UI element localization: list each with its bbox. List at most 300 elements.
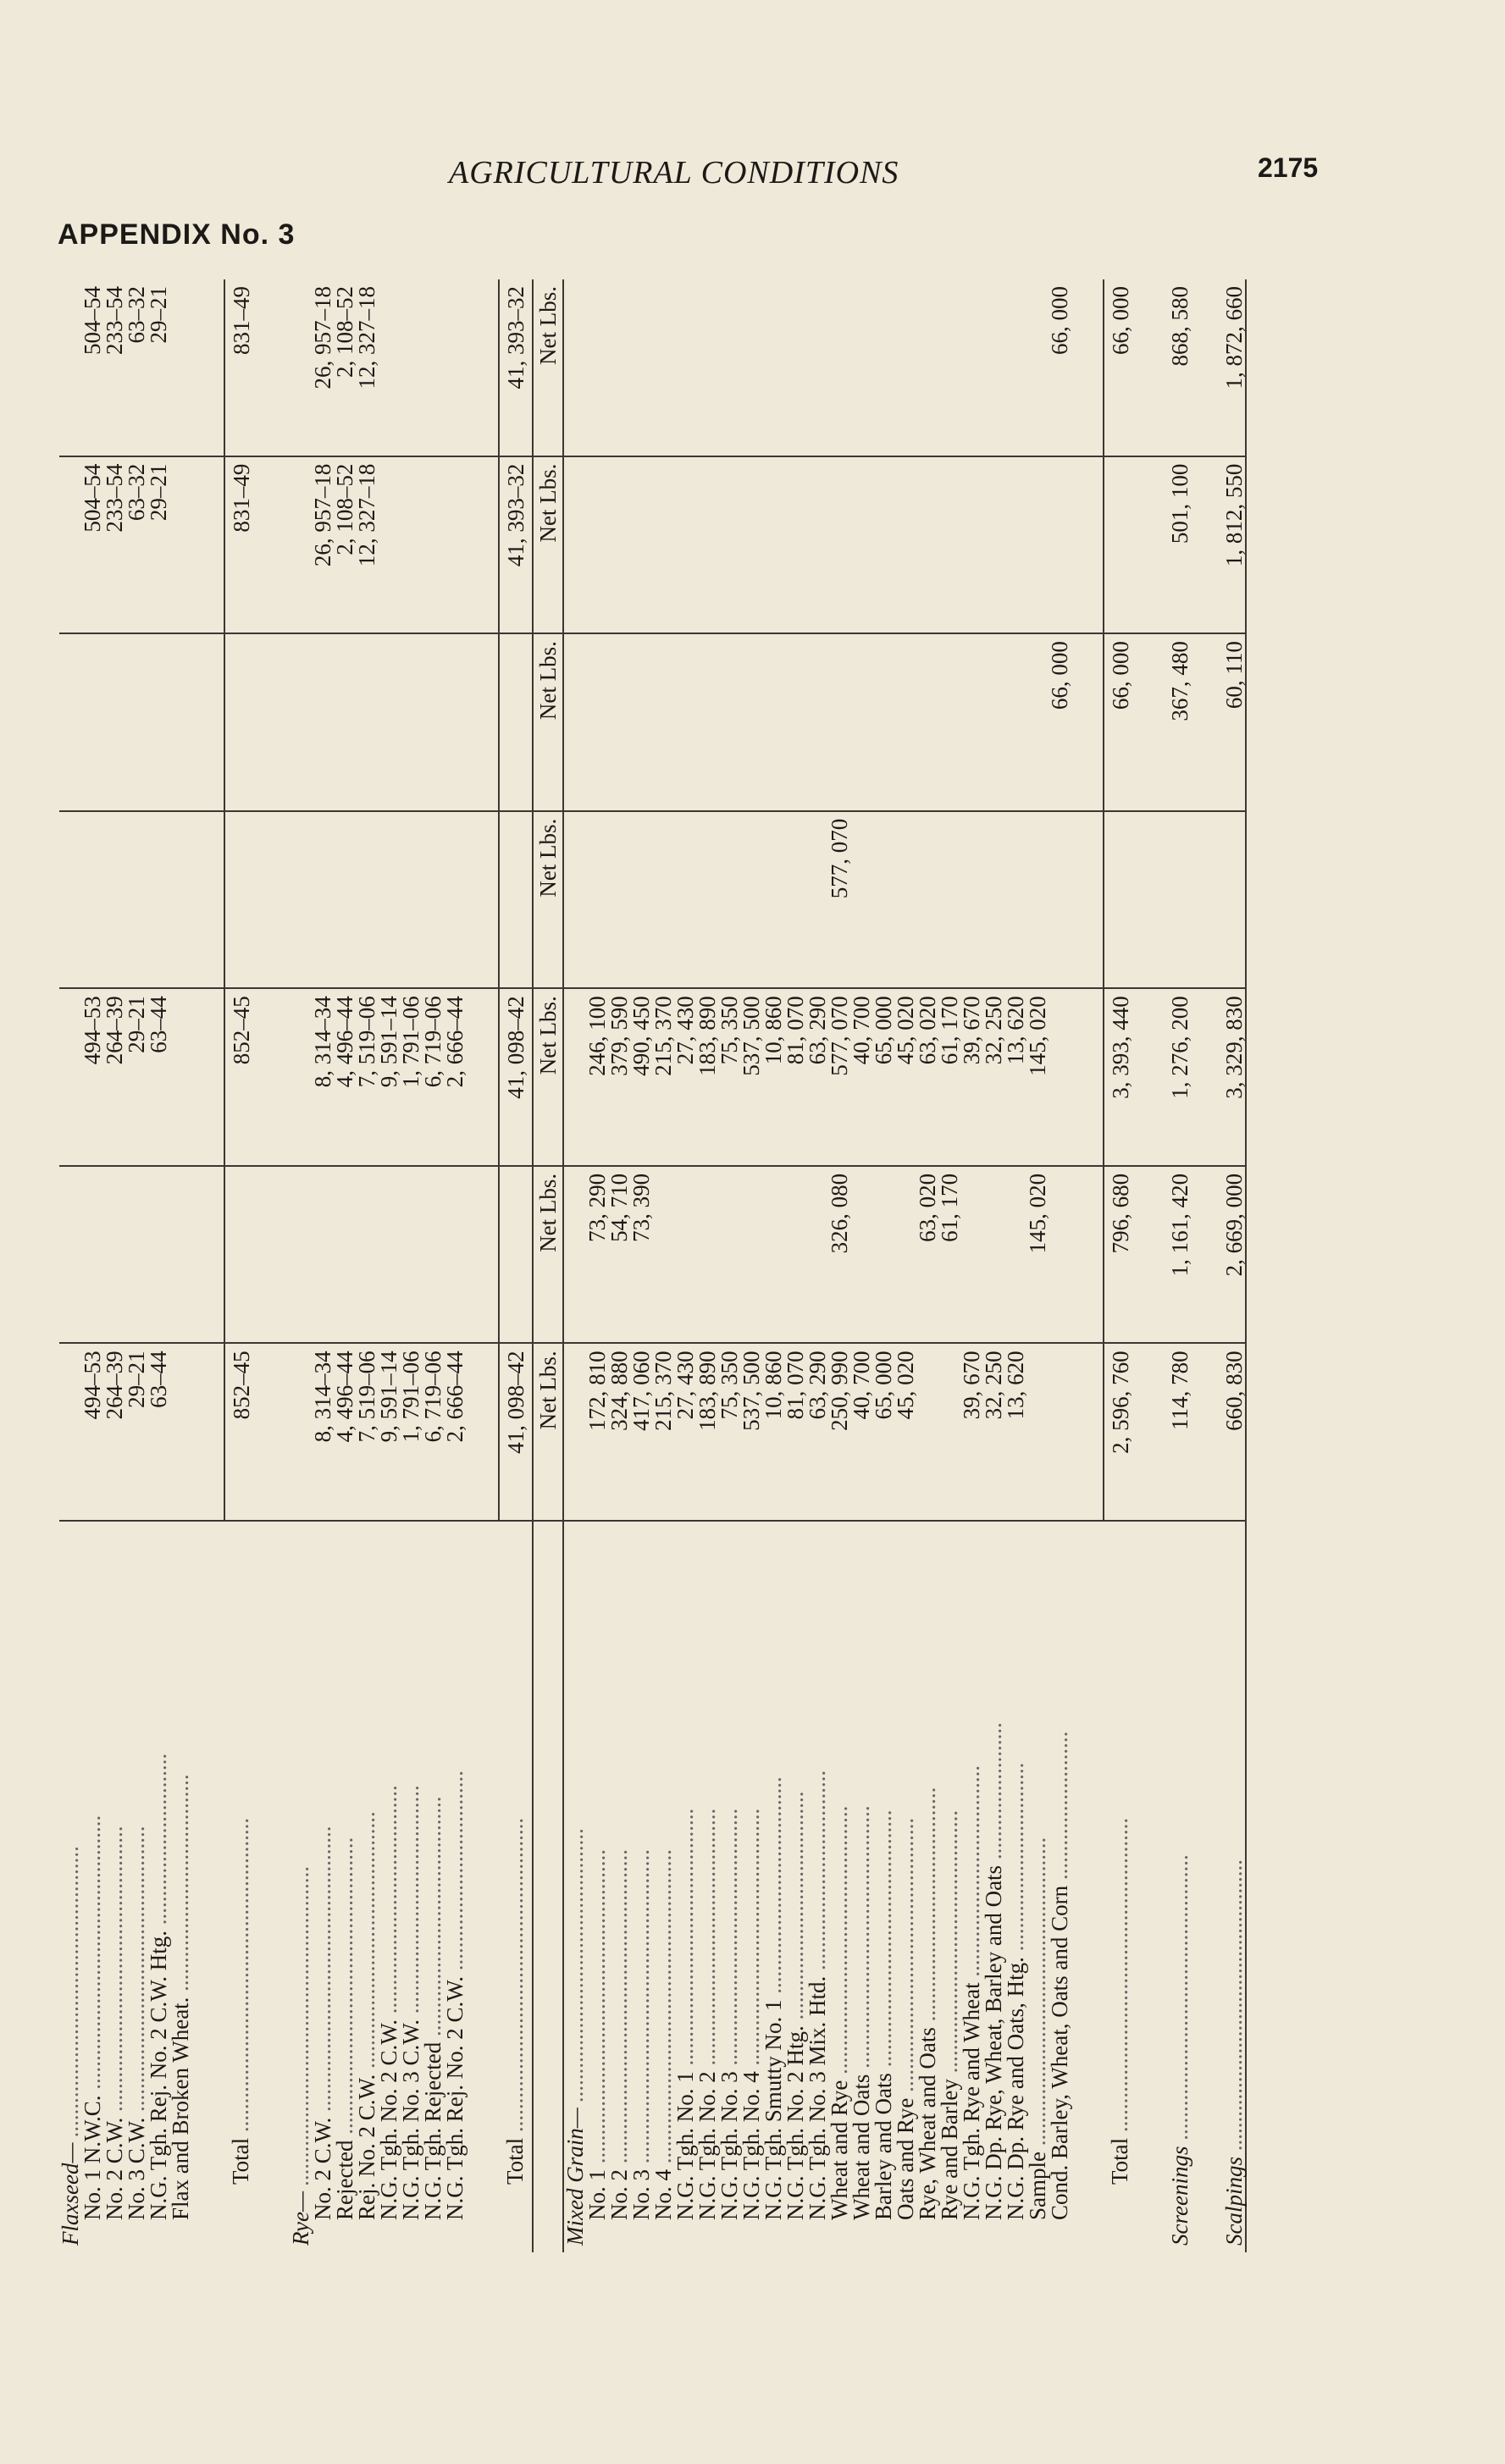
value-cell: 501, 100 [1169, 456, 1191, 634]
value-cell [499, 633, 533, 811]
value-cell: 10, 860 [762, 1343, 784, 1521]
table-row [916, 279, 938, 2252]
leader-dots: ........................................ [398, 1785, 423, 2019]
value-cell [290, 811, 312, 989]
value-cell [103, 811, 125, 989]
value-cell [916, 456, 938, 634]
value-cell [169, 988, 191, 1166]
value-cell [257, 811, 290, 989]
value-cell: 796, 680 [1104, 1166, 1137, 1344]
table-row [630, 279, 652, 2252]
value-cell: 29–21 [125, 988, 147, 1166]
value-cell [696, 811, 718, 989]
table-row [444, 279, 466, 2252]
row-label: N.G. Tgh. No. 3 C.W. [398, 2019, 423, 2220]
scalpings-label: Scalpings [1221, 2157, 1247, 2246]
value-cell [466, 988, 499, 1166]
leader-dots: ............................................... [827, 1805, 852, 2080]
value-cell: 4, 496–44 [334, 1343, 356, 1521]
leader-dots: ...................................... [168, 1774, 193, 1997]
value-cell: 852–45 [224, 988, 257, 1166]
value-cell [378, 811, 400, 989]
value-cell [652, 633, 674, 811]
value-cell [1137, 988, 1169, 1166]
value-cell: 81, 070 [784, 988, 806, 1166]
value-cell: 504–54 [81, 456, 103, 634]
value-cell [740, 456, 762, 634]
leader-dots: ........................................................ [288, 1865, 313, 2192]
value-cell [1137, 1166, 1169, 1344]
value-cell [444, 1166, 466, 1344]
value-cell [191, 1343, 224, 1521]
value-cell: Net Lbs. [533, 279, 563, 456]
mixed-grain-total-row [1104, 279, 1137, 2252]
row-label: Rej. No. 2 C.W. [354, 2074, 379, 2220]
value-cell [916, 1343, 938, 1521]
value-cell [586, 456, 608, 634]
value-cell [191, 633, 224, 811]
value-cell [894, 1166, 916, 1344]
row-label: No. 3 C.W. [124, 2117, 149, 2220]
row-label: Barley and Oats [871, 2073, 896, 2220]
table-row [356, 279, 378, 2252]
value-cell: Net Lbs. [533, 633, 563, 811]
value-cell: 63, 020 [916, 1166, 938, 1344]
leader-dots: ....................................................... [628, 1849, 654, 2169]
table-row [982, 279, 1004, 2252]
value-cell: 4, 496–44 [334, 988, 356, 1166]
value-cell [400, 1166, 422, 1344]
value-cell [938, 456, 960, 634]
value-cell [696, 279, 718, 456]
leader-dots: ................................... [442, 1770, 468, 1976]
value-cell [1026, 633, 1049, 811]
leader-dots: ............................................. [694, 1808, 720, 2072]
leader-dots: ..................................... [959, 1765, 984, 1983]
value-cell: 41, 098–42 [499, 988, 533, 1166]
row-label: N.G. Dp. Rye, Wheat, Barley and Oats [981, 1865, 1006, 2220]
value-cell [81, 633, 103, 811]
leader-dots: ...................................... [761, 1776, 786, 2000]
value-cell [718, 1166, 740, 1344]
value-cell [982, 1166, 1004, 1344]
row-label: Oats and Rye [893, 2097, 918, 2220]
value-cell: 2, 666–44 [444, 988, 466, 1166]
leader-dots: ........................................ [376, 1785, 401, 2019]
value-cell [169, 279, 191, 456]
value-cell [806, 279, 828, 456]
value-cell [608, 811, 630, 989]
value-cell [1191, 811, 1223, 989]
value-cell: 63–44 [147, 1343, 169, 1521]
value-cell [125, 811, 147, 989]
value-cell [674, 1166, 696, 1344]
spacer-row [257, 279, 290, 2252]
value-cell: 367, 480 [1169, 633, 1191, 811]
value-cell [1026, 279, 1049, 456]
value-cell [718, 456, 740, 634]
value-cell: 379, 590 [608, 988, 630, 1166]
value-cell [466, 811, 499, 989]
value-cell [696, 633, 718, 811]
value-cell [1071, 1343, 1104, 1521]
value-cell [982, 811, 1004, 989]
value-cell: 41, 393–32 [499, 279, 533, 456]
spacer-row [466, 279, 499, 2252]
value-cell [850, 456, 872, 634]
mixed-grain-heading: Mixed Grain— [562, 2108, 588, 2246]
value-cell: 65, 000 [872, 988, 894, 1166]
value-cell: 504–54 [81, 279, 103, 456]
value-cell [916, 279, 938, 456]
value-cell [674, 456, 696, 634]
value-cell [103, 1166, 125, 1344]
value-cell [828, 279, 850, 456]
value-cell: 29–21 [147, 456, 169, 634]
value-cell [378, 1166, 400, 1344]
value-cell [1049, 456, 1071, 634]
value-cell [169, 633, 191, 811]
value-cell [630, 633, 652, 811]
value-cell [894, 811, 916, 989]
value-cell [290, 988, 312, 1166]
row-label: No. 4 [650, 2169, 676, 2220]
value-cell: 26, 957–18 [312, 456, 334, 634]
table-row [740, 279, 762, 2252]
flaxseed-total-row [224, 279, 257, 2252]
value-cell: Net Lbs. [533, 1166, 563, 1344]
value-cell [59, 633, 81, 811]
scalpings-row [1223, 279, 1246, 2252]
table-row [608, 279, 630, 2252]
value-cell [169, 1166, 191, 1344]
value-cell: 63, 020 [916, 988, 938, 1166]
value-cell: 215, 370 [652, 988, 674, 1166]
value-cell: 537, 500 [740, 988, 762, 1166]
value-cell [872, 1166, 894, 1344]
rotated-table-area [59, 279, 1330, 2252]
value-cell [1049, 811, 1071, 989]
leader-dots: .............................................. [937, 1809, 962, 2080]
row-label: Rye and Barley [937, 2079, 962, 2220]
value-cell [422, 456, 444, 634]
value-cell [1071, 811, 1104, 989]
value-cell [290, 1343, 312, 1521]
value-cell [916, 811, 938, 989]
value-cell [563, 456, 586, 634]
leader-dots: ................................................... [1221, 1859, 1247, 2157]
value-cell [334, 633, 356, 811]
value-cell: 831–49 [224, 279, 257, 456]
value-cell [960, 1166, 982, 1344]
value-cell [356, 1166, 378, 1344]
table-row [422, 279, 444, 2252]
value-cell [894, 279, 916, 456]
value-cell [147, 1166, 169, 1344]
value-cell: 81, 070 [784, 1343, 806, 1521]
value-cell: 6, 719–06 [422, 988, 444, 1166]
value-cell [1191, 456, 1223, 634]
row-label: No. 2 [606, 2169, 632, 2220]
value-cell: 215, 370 [652, 1343, 674, 1521]
value-cell: 9, 591–14 [378, 1343, 400, 1521]
value-cell [290, 279, 312, 456]
value-cell [652, 279, 674, 456]
row-label: N.G. Tgh. No. 4 [739, 2071, 764, 2220]
table-row [125, 279, 147, 2252]
value-cell: 7, 519–06 [356, 1343, 378, 1521]
value-cell: 63–44 [147, 988, 169, 1166]
value-cell [334, 1166, 356, 1344]
value-cell [257, 279, 290, 456]
page-number: 2175 [1258, 152, 1319, 183]
leader-dots: ............................................. [672, 1808, 698, 2072]
value-cell [257, 988, 290, 1166]
value-cell [1049, 988, 1071, 1166]
mixed-grain-heading-row [563, 279, 586, 2252]
value-cell: 61, 170 [938, 1166, 960, 1344]
value-cell [224, 811, 257, 989]
value-cell [608, 456, 630, 634]
value-cell [872, 279, 894, 456]
spacer-row [1137, 279, 1169, 2252]
value-cell [586, 633, 608, 811]
value-cell [872, 811, 894, 989]
value-cell: 39, 670 [960, 1343, 982, 1521]
value-cell [466, 1343, 499, 1521]
leader-dots: ................................... [805, 1770, 830, 1976]
value-cell [499, 1166, 533, 1344]
value-cell: 264–39 [103, 1343, 125, 1521]
value-cell [1137, 1343, 1169, 1521]
value-cell [982, 279, 1004, 456]
value-cell: 494–53 [81, 988, 103, 1166]
value-cell: 40, 700 [850, 1343, 872, 1521]
value-cell [806, 456, 828, 634]
value-cell: 75, 350 [718, 988, 740, 1166]
value-cell [762, 633, 784, 811]
value-cell: 10, 860 [762, 988, 784, 1166]
value-cell [59, 811, 81, 989]
row-label: N.G. Tgh. No. 2 Htg. [783, 2025, 808, 2220]
value-cell [1071, 279, 1104, 456]
value-cell [169, 456, 191, 634]
value-cell [169, 811, 191, 989]
value-cell [960, 279, 982, 456]
value-cell: Net Lbs. [533, 988, 563, 1166]
value-cell [894, 633, 916, 811]
value-cell: 63, 290 [806, 988, 828, 1166]
leader-dots: ............................................. [871, 1809, 896, 2074]
value-cell [103, 633, 125, 811]
table-row [586, 279, 608, 2252]
value-cell [630, 279, 652, 456]
value-cell [806, 1166, 828, 1344]
value-cell: 27, 430 [674, 1343, 696, 1521]
value-cell [191, 988, 224, 1166]
value-cell [1104, 456, 1137, 634]
table-row [169, 279, 191, 2252]
value-cell: 12, 327–18 [356, 279, 378, 456]
spacer-row [1071, 279, 1104, 2252]
table-row [894, 279, 916, 2252]
value-cell [718, 811, 740, 989]
value-cell: 2, 666–44 [444, 1343, 466, 1521]
value-cell [652, 811, 674, 989]
value-cell: 417, 060 [630, 1343, 652, 1521]
value-cell: 63, 290 [806, 1343, 828, 1521]
units-header-row [533, 279, 563, 2252]
mixed-grain-total-label: Total [1107, 2137, 1132, 2185]
table-row [103, 279, 125, 2252]
value-cell [784, 279, 806, 456]
value-cell: 183, 890 [696, 1343, 718, 1521]
value-cell: 41, 098–42 [499, 1343, 533, 1521]
table-row [762, 279, 784, 2252]
row-label: N.G. Tgh. Smutty No. 1 [761, 1999, 786, 2220]
value-cell [938, 1343, 960, 1521]
value-cell: 2, 108–52 [334, 279, 356, 456]
value-cell [422, 279, 444, 456]
value-cell: 39, 670 [960, 988, 982, 1166]
row-label: N.G. Tgh. No. 1 [672, 2071, 698, 2220]
value-cell: 73, 290 [586, 1166, 608, 1344]
value-cell [257, 1166, 290, 1344]
value-cell [1137, 456, 1169, 634]
value-cell [422, 1166, 444, 1344]
grain-table [59, 279, 1247, 2252]
value-cell [444, 811, 466, 989]
value-cell [466, 633, 499, 811]
value-cell: 65, 000 [872, 1343, 894, 1521]
table-row [1049, 279, 1071, 2252]
value-cell: 1, 872, 660 [1223, 279, 1246, 456]
value-cell: 494–53 [81, 1343, 103, 1521]
value-cell [378, 279, 400, 456]
value-cell: 66, 000 [1104, 279, 1137, 456]
value-cell [312, 633, 334, 811]
table-row [652, 279, 674, 2252]
value-cell: Net Lbs. [533, 811, 563, 989]
value-cell: 183, 890 [696, 988, 718, 1166]
value-cell [630, 811, 652, 989]
table-row [850, 279, 872, 2252]
value-cell [784, 1166, 806, 1344]
value-cell [191, 1166, 224, 1344]
row-label: N.G. Tgh. Rejected [420, 2041, 445, 2220]
value-cell [850, 1166, 872, 1344]
value-cell: 264–39 [103, 988, 125, 1166]
leader-dots: ......................................... [915, 1787, 940, 2028]
value-cell: 66, 000 [1104, 633, 1137, 811]
value-cell [762, 456, 784, 634]
page-header [0, 0, 1505, 279]
value-cell [356, 811, 378, 989]
value-cell [191, 811, 224, 989]
value-cell: 75, 350 [718, 1343, 740, 1521]
value-cell: 8, 314–34 [312, 988, 334, 1166]
value-cell [290, 1166, 312, 1344]
value-cell [59, 988, 81, 1166]
value-cell [312, 811, 334, 989]
value-cell: 246, 100 [586, 988, 608, 1166]
value-cell [872, 633, 894, 811]
leader-dots: .................................................. [1167, 1854, 1192, 2146]
value-cell [1191, 279, 1223, 456]
value-cell [872, 456, 894, 634]
value-cell [1191, 1343, 1223, 1521]
value-cell [1071, 1166, 1104, 1344]
flaxseed-heading-row [59, 279, 81, 2252]
value-cell: 7, 519–06 [356, 988, 378, 1166]
row-label: Wheat and Oats [849, 2074, 874, 2220]
row-label: N.G. Dp. Rye and Oats, Htg. [1003, 1957, 1028, 2220]
table-row [872, 279, 894, 2252]
table-row [674, 279, 696, 2252]
value-cell: 1, 276, 200 [1169, 988, 1191, 1166]
leader-dots: ............................................. [354, 1811, 379, 2075]
value-cell [938, 279, 960, 456]
value-cell [740, 633, 762, 811]
value-cell [850, 279, 872, 456]
value-cell [499, 811, 533, 989]
value-cell [1071, 633, 1104, 811]
value-cell [257, 633, 290, 811]
value-cell [356, 633, 378, 811]
value-cell: 60, 110 [1223, 633, 1246, 811]
value-cell [762, 279, 784, 456]
table-row [718, 279, 740, 2252]
value-cell [1104, 811, 1137, 989]
table-row [938, 279, 960, 2252]
value-cell [257, 1343, 290, 1521]
value-cell [147, 633, 169, 811]
value-cell [1026, 811, 1049, 989]
value-cell [608, 279, 630, 456]
row-label: Flax and Broken Wheat. [168, 1997, 193, 2220]
value-cell [312, 1166, 334, 1344]
value-cell: 45, 020 [894, 1343, 916, 1521]
table-row [81, 279, 103, 2252]
value-cell: 172, 810 [586, 1343, 608, 1521]
value-cell [784, 456, 806, 634]
leader-dots: .............................. [146, 1753, 171, 1931]
rye-total-label: Total [502, 2137, 528, 2185]
row-label: N.G. Tgh. No. 2 [694, 2071, 720, 2220]
row-label: Sample [1025, 2152, 1050, 2220]
value-cell [586, 811, 608, 989]
value-cell [982, 456, 1004, 634]
leader-dots: .............................................. [849, 1805, 874, 2075]
value-cell: 29–21 [147, 279, 169, 456]
value-cell: 9, 591–14 [378, 988, 400, 1166]
value-cell: 45, 020 [894, 988, 916, 1166]
leader-dots: ............................................. [739, 1808, 764, 2072]
value-cell: 27, 430 [674, 988, 696, 1166]
value-cell: 3, 329, 830 [1223, 988, 1246, 1166]
value-cell [466, 1166, 499, 1344]
value-cell [400, 811, 422, 989]
value-cell [257, 456, 290, 634]
value-cell [444, 456, 466, 634]
leader-dots: .................................................. [310, 1826, 335, 2118]
value-cell [586, 279, 608, 456]
value-cell [1137, 811, 1169, 989]
value-cell [960, 633, 982, 811]
value-cell: 233–54 [103, 456, 125, 634]
value-cell [400, 456, 422, 634]
leader-dots: .................................................. [124, 1826, 149, 2118]
